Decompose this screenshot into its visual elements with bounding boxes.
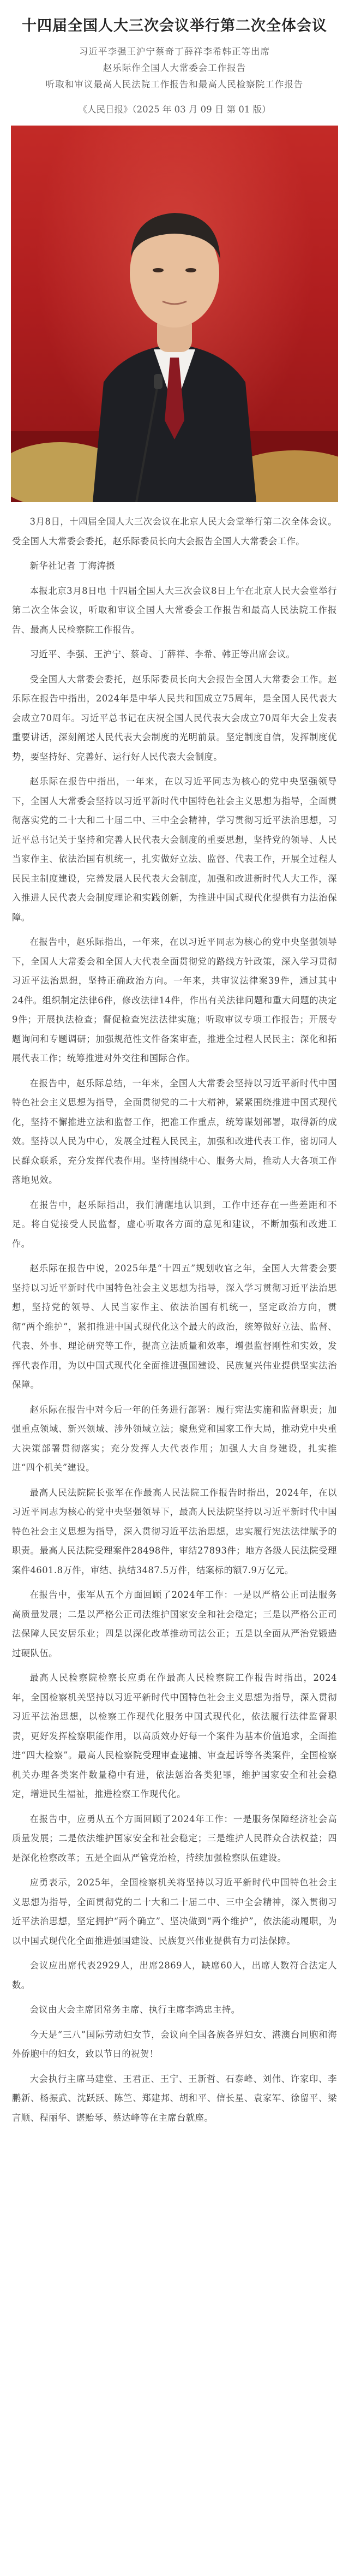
speaker-photo [11, 126, 338, 502]
article-paragraph: 会议应出席代表2929人，出席2869人，缺席60人，出席人数符合法定人数。 [12, 1960, 337, 1990]
article-paragraph: 在报告中，赵乐际指出，我们清醒地认识到，工作中还存在一些差距和不足。将自觉接受人民监督，虚心听取各方面的意见和建议，不断加强和改进工作。 [12, 1199, 337, 1249]
article-paragraph: 在报告中，赵乐际总结，一年来，全国人大常委会坚持以习近平新时代中国特色社会主义思想为指导，全面贯彻党的二十大精神，紧紧围绕推进中国式现代化，坚持不懈推进立法和监督工作，把准工作重点，统筹谋划部署，取得新的成效。坚持以人民为中心，发展全过程人民民主，加强和改进代表工作，密切同人民群众联系，充分发挥代表作用。坚持围绕中心、服务大局，推动人大各项工作落地见效。 [12, 1078, 337, 1185]
subtitle-block [0, 44, 349, 93]
microphone-head [154, 374, 163, 389]
article-paragraph: 今天是“三八”国际劳动妇女节，会议向全国各族各界妇女、港澳台同胞和海外侨胞中的妇女，致以节日的祝贺！ [12, 2029, 337, 2059]
article-paragraph: 习近平、李强、王沪宁、蔡奇、丁薛祥、李希、韩正等出席会议。 [29, 649, 296, 659]
subtitle-report: 赵乐际作全国人大常委会工作报告 [103, 63, 246, 73]
subtitle-attendees: 习近平李强王沪宁蔡奇丁薛祥李希韩正等出席 [79, 46, 270, 57]
article-paragraph: 在报告中，张军从五个方面回顾了2024年工作：一是以严格公正司法服务高质量发展；二是以严格公正司法维护国家安全和社会稳定；三是以严格公正司法保障人民安居乐业；四是以深化改革推动司法公正；五是以全面从严治党锻造过硬队伍。 [12, 1590, 337, 1658]
photo-credit: 新华社记者 丁海涛摄 [29, 561, 116, 571]
source-line: 《人民日报》（2025 年 03 月 09 日 第 01 版） [78, 104, 271, 115]
article-paragraph: 最高人民法院院长张军在作最高人民法院工作报告时指出，2024年，在以习近平同志为核心的党中央坚强领导下，最高人民法院坚持以习近平新时代中国特色社会主义思想为指导，深入贯彻习近平法治思想，忠实履行宪法法律赋予的职责。最高人民法院受理案件28498件，审结27893件；地方各级人民法院受理案件4601.8万件，审结、执结3487.5万件，结案标的额7.9万亿元。 [12, 1487, 337, 1575]
article-paragraph: 本报北京3月8日电 十四届全国人大三次会议8日上午在北京人民大会堂举行第二次全体会议，听取和审议全国人大常委会工作报告和最高人民法院工作报告、最高人民检察院工作报告。 [12, 585, 337, 635]
article-body [0, 502, 349, 2127]
article-paragraph: 赵乐际在报告中对今后一年的任务进行部署：履行宪法实施和监督职责；加强重点领域、新兴领域、涉外领域立法；聚焦党和国家工作大局，推动党中央重大决策部署贯彻落实；充分发挥人大代表作用；加强人大自身建设，扎实推进“四个机关”建设。 [12, 1404, 337, 1473]
article-paragraph: 赵乐际在报告中说，2025年是“十四五”规划收官之年，全国人大常委会要坚持以习近平新时代中国特色社会主义思想为指导，深入学习贯彻习近平法治思想，坚持党的领导、人民当家作主、依法治国有机统一，坚定政治方向，贯彻“两个维护”，紧扣推进中国式现代化这个最大的政治，统筹做好立法、监督、代表、外事、理论研究等工作，提高立法质量和效率，增强监督刚性和实效，发挥代表作用，为以中国式现代化全面推进强国建设、民族复兴伟业提供坚实法治保障。 [12, 1263, 337, 1390]
eye-left [153, 268, 164, 272]
headline: 十四届全国人大三次会议举行第二次全体会议 [22, 17, 327, 34]
photo-caption: 3月8日，十四届全国人大三次会议在北京人民大会堂举行第二次全体会议。受全国人大常委会委托，赵乐际委员长向大会报告全国人大常委会工作。 [12, 516, 337, 546]
subtitle-court-reports: 听取和审议最高人民法院工作报告和最高人民检察院工作报告 [45, 79, 304, 90]
eye-right [185, 268, 196, 272]
article-paragraph: 大会执行主席马建堂、王君正、王宁、王新哲、石泰峰、刘伟、许家印、李鹏新、杨振武、沈跃跃、陈竺、郑建邦、胡和平、信长星、袁家军、徐留平、梁言顺、程丽华、谌贻琴、蔡达峰等在主席台就座。 [12, 2073, 337, 2123]
article-paragraph: 在报告中，赵乐际指出，一年来，在以习近平同志为核心的党中央坚强领导下，全国人大常委会和全国人大代表全面贯彻党的路线方针政策，深入学习贯彻习近平法治思想，坚持正确政治方向。一年来，共审议法律案39件，通过其中24件。组织制定法律6件，修改法律14件，作出有关法律问题和重大问题的决定9件；开展执法检查；督促检查宪法法律实施；听取审议专项工作报告；开展专题询问和专题调研；加强规范性文件备案审查，推进全过程人民民主；深化和拓展代表工作；统筹推进对外交往和国际合作。 [12, 937, 337, 1063]
portrait-photo-icon [11, 126, 338, 502]
article-paragraph: 赵乐际在报告中指出，一年来，在以习近平同志为核心的党中央坚强领导下，全国人大常委会坚持以习近平新时代中国特色社会主义思想为指导，全面贯彻落实党的二十大和二十届二中、三中全会精神，学习贯彻习近平法治思想，习近平总书记关于坚持和完善人民代表大会制度的重要思想，坚持党的领导、人民当家作主、依法治国有机统一，扎实做好立法、监督、代表工作，开展全过程人民民主制度建设，完善发展人民代表大会制度，加强和改进新时代人大工作，深入推进人民代表大会制度理论和实践创新，为推进中国式现代化提供有力法治保障。 [12, 776, 337, 923]
article-paragraph: 在报告中，应勇从五个方面回顾了2024年工作：一是服务保障经济社会高质量发展；二是依法维护国家安全和社会稳定；三是维护人民群众合法权益；四是深化检察改革；五是全面从严管党治检，持续加强检察队伍建设。 [12, 1813, 337, 1863]
article-paragraph: 应勇表示，2025年，全国检察机关将坚持以习近平新时代中国特色社会主义思想为指导，全面贯彻党的二十大和二十届二中、三中全会精神，深入贯彻习近平法治思想，坚定拥护“两个确立”、坚决做到“两个维护”，依法能动履职，为以中国式现代化全面推进强国建设、民族复兴伟业提供有力司法保障。 [12, 1877, 337, 1946]
article-paragraph: 受全国人大常委会委托，赵乐际委员长向大会报告全国人大常委会工作。赵乐际在报告中指出，2024年是中华人民共和国成立75周年，是全国人民代表大会成立70周年。习近平总书记在庆祝全国人民代表大会成立70周年大会上发表重要讲话，深刻阐述人民代表大会制度的光明前景。坚定制度自信，发挥制度优势，要坚持好、完善好、运行好人民代表大会制度。 [12, 674, 337, 762]
article-paragraph: 最高人民检察院检察长应勇在作最高人民检察院工作报告时指出，2024年，全国检察机关坚持以习近平新时代中国特色社会主义思想为指导，深入贯彻习近平法治思想，以检察工作现代化服务中国式现代化，依法履行法律监督职责，更好发挥检察职能作用，以高质效办好每一个案件为基本价值追求，全面推进“四大检察”。最高人民检察院受理审查逮捕、审查起诉等各类案件，全国检察机关办理各类案件数量稳中有进，依法惩治各类犯罪，维护国家安全和社会稳定，增进民生福祉，推进检察工作现代化。 [12, 1673, 337, 1799]
article-paragraph: 会议由大会主席团常务主席、执行主席李鸿忠主持。 [29, 2004, 240, 2015]
